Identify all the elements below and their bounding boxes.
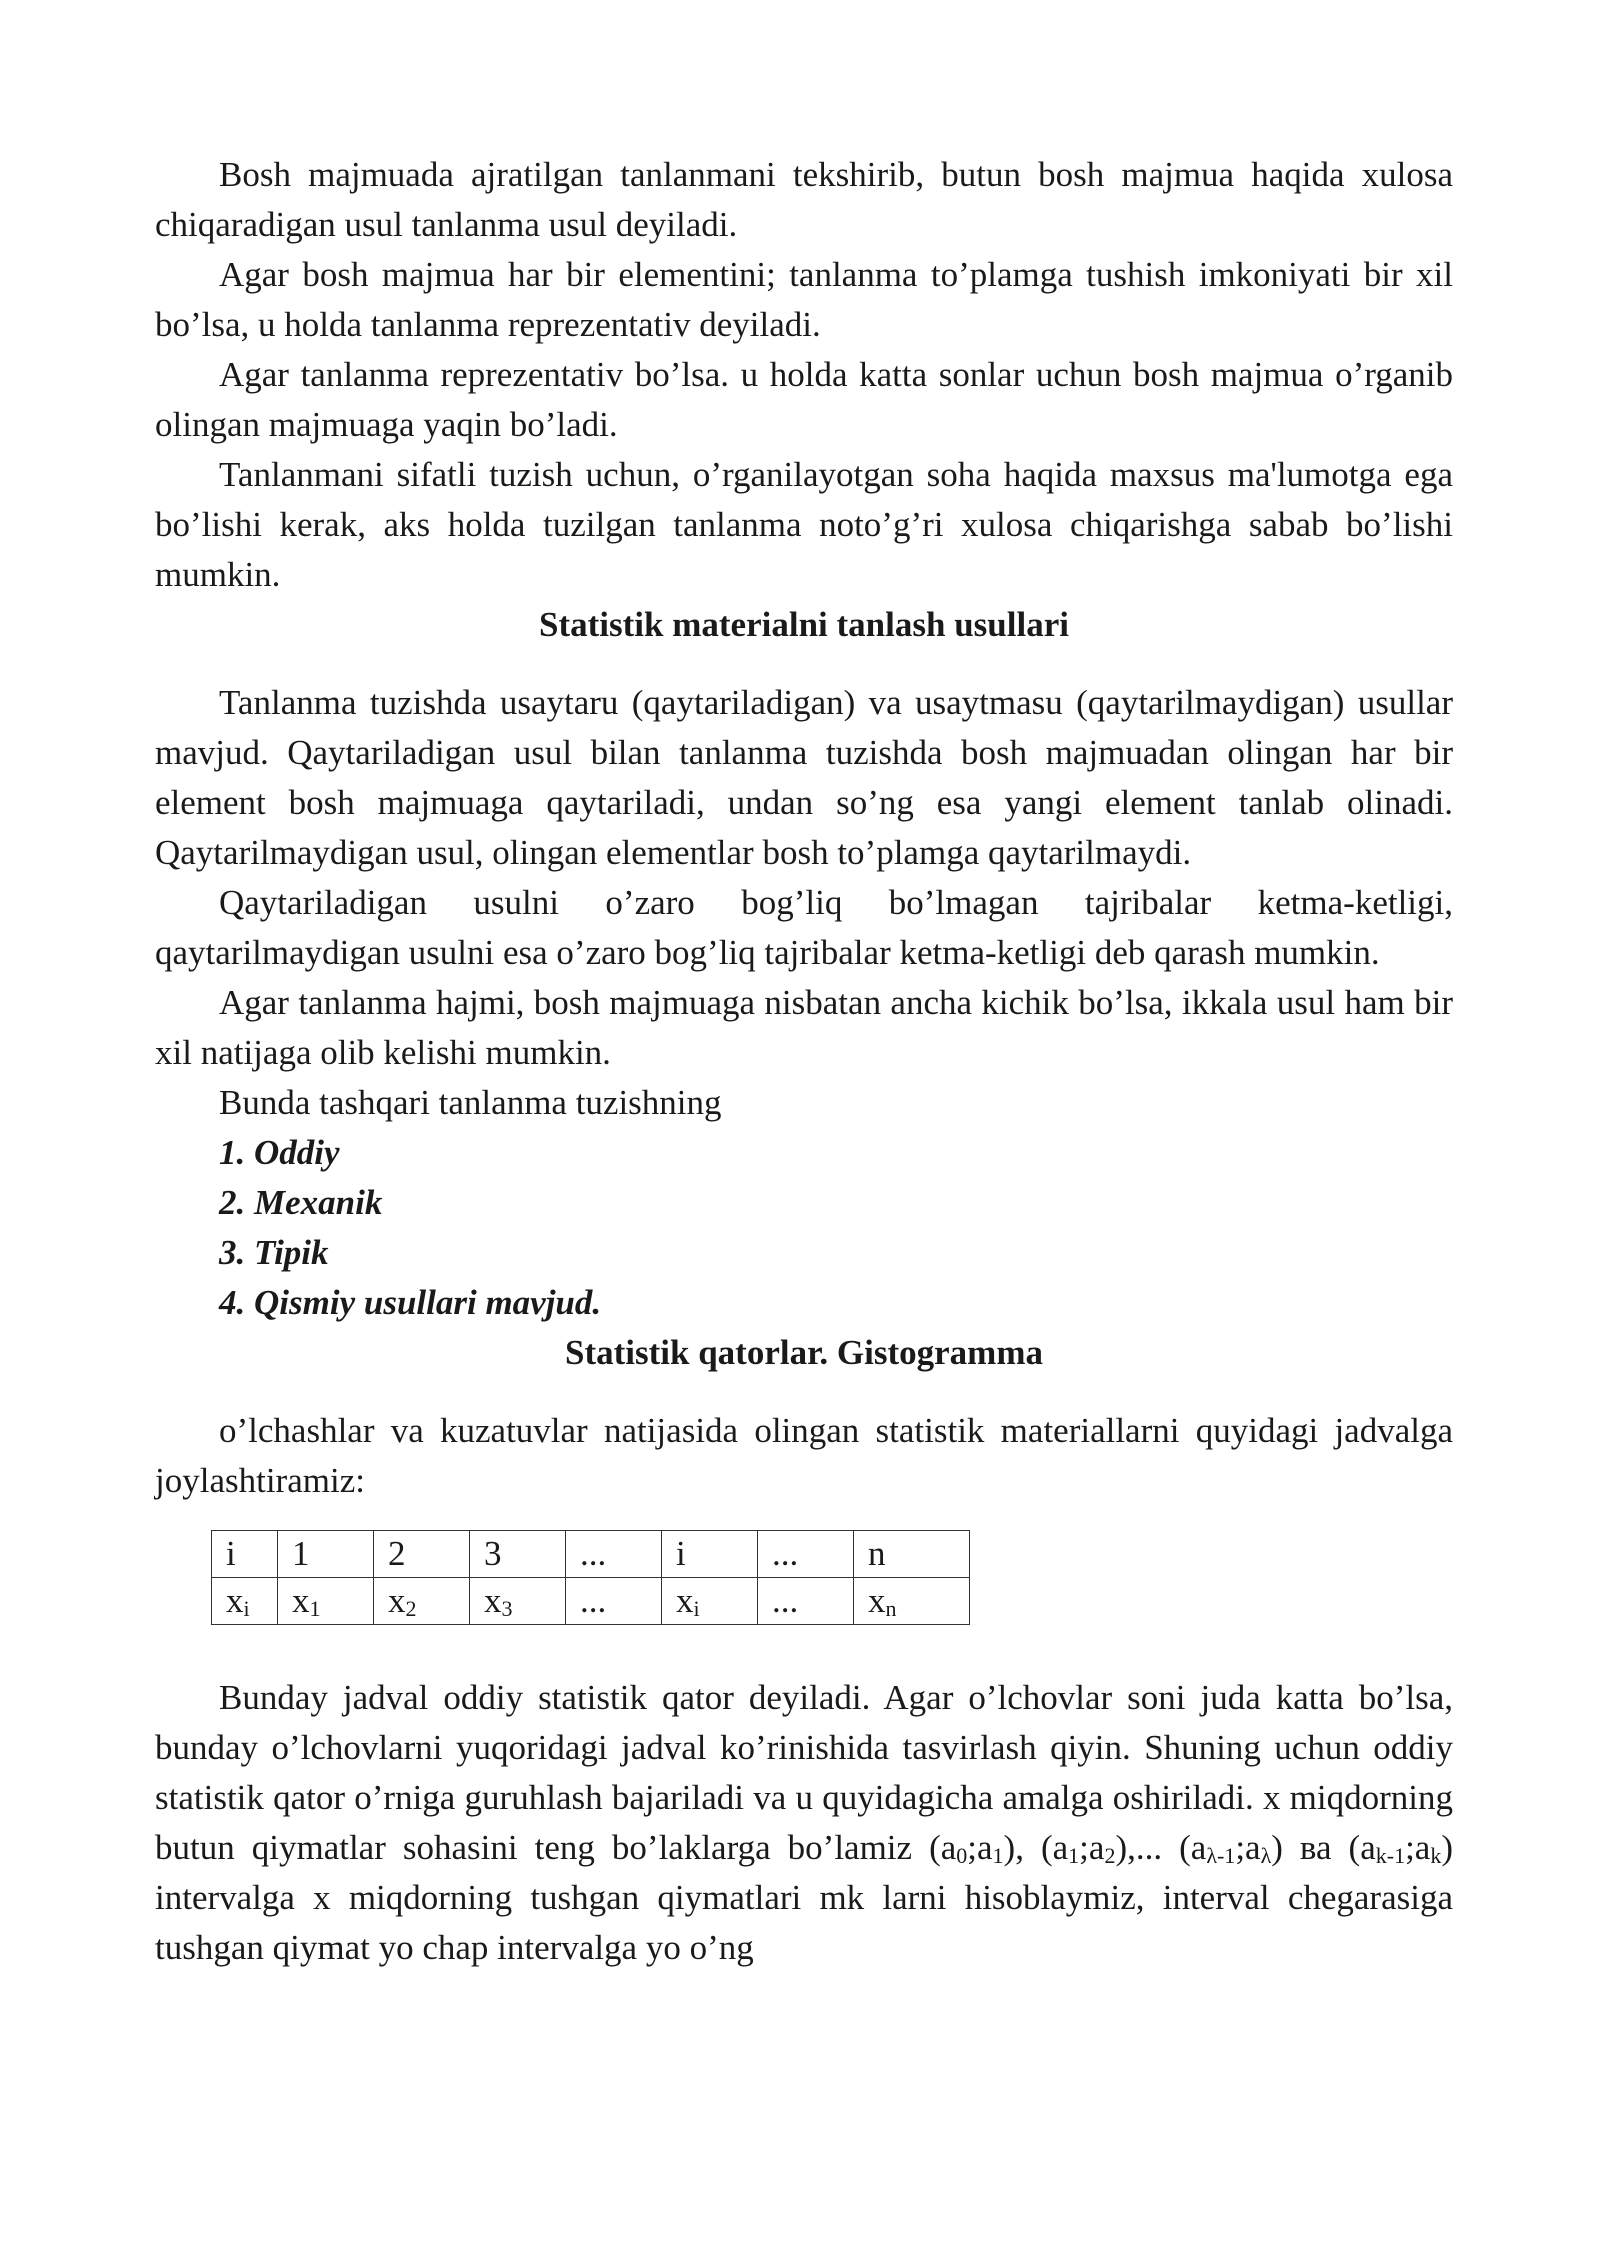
table-cell: 1 [278,1531,374,1578]
document-page [155,150,1453,1973]
table-cell: $x_3$ [470,1578,566,1625]
list-item: 3. Tipik [219,1233,329,1272]
table-row [212,1578,970,1625]
table-wrapper [155,1530,1453,1625]
section-heading: Statistik qatorlar. Gistogramma [565,1333,1043,1372]
table-cell: $x_1$ [278,1578,374,1625]
statistical-series-table [211,1530,970,1625]
paragraph-intervals: Bunday jadval oddiy statistik qator deyiladi. Agar o’lchovlar soni juda katta bo’lsa, bunday o’lchovlarni yuqoridagi jadval ko’rinishida tasvirlash qiyin. Shuning uchun oddiy statistik qator o’rniga guruhlash bajariladi va u quyidagicha amalga oshiriladi. x miqdorning butun qiymatlar sohasini teng bo’laklarga bo’lamiz $(a_0;a_1)$, $(a_1;a_2)$,... $(a_{\lambda-1};a_\lambda)$ ва $(a_{k-1};a_k)$ intervalga x miqdorning tushgan qiymatlari mk larni hisoblaymiz, interval chegarasiga tushgan qiymat yo chap intervalga yo o’ng [155,1678,1453,1967]
table-cell: i [662,1531,758,1578]
paragraph: Tanlanmani sifatli tuzish uchun, o’rganilayotgan soha haqida maxsus ma'lumotga ega bo’lishi kerak, aks holda tuzilgan tanlanma noto’g’ri xulosa chiqarishga sabab bo’lishi mumkin. [155,455,1453,594]
table-cell: $x_n$ [854,1578,970,1625]
table-cell: ... [566,1531,662,1578]
paragraph: Qaytariladigan usulni o’zaro bog’liq bo’lmagan tajribalar ketma-ketligi, qaytarilmaydigan usulni esa o’zaro bog’liq tajribalar ketma-ketligi deb qarash mumkin. [155,883,1453,972]
list-item: 2. Mexanik [219,1183,383,1222]
table-cell: n [854,1531,970,1578]
table-row [212,1531,970,1578]
table-cell: 2 [374,1531,470,1578]
table-cell: $x_i$ [662,1578,758,1625]
table-cell: ... [758,1578,854,1625]
table-cell: 3 [470,1531,566,1578]
paragraph: Agar tanlanma reprezentativ bo’lsa. u holda katta sonlar uchun bosh majmua o’rganib olingan majmuaga yaqin bo’ladi. [155,355,1453,444]
paragraph: Agar tanlanma hajmi, bosh majmuaga nisbatan ancha kichik bo’lsa, ikkala usul ham bir xil natijaga olib kelishi mumkin. [155,983,1453,1072]
paragraph: Tanlanma tuzishda usaytaru (qaytariladigan) va usaytmasu (qaytarilmaydigan) usullar mavjud. Qaytariladigan usul bilan tanlanma tuzishda bosh majmuadan olingan har bir element bosh majmuaga qaytariladi, undan so’ng esa yangi element tanlab olinadi. Qaytarilmaydigan usul, olingan elementlar bosh to’plamga qaytarilmaydi. [155,683,1453,872]
table-cell: $x_i$ [212,1578,278,1625]
table-cell: ... [758,1531,854,1578]
table-cell: ... [566,1578,662,1625]
paragraph: Bosh majmuada ajratilgan tanlanmani tekshirib, butun bosh majmua haqida xulosa chiqaradigan usul tanlanma usul deyiladi. [155,155,1453,244]
section-heading: Statistik materialni tanlash usullari [539,605,1069,644]
paragraph: o’lchashlar va kuzatuvlar natijasida olingan statistik materiallarni quyidagi jadvalga joylashtiramiz: [155,1411,1453,1500]
table-cell: i [212,1531,278,1578]
list-item: 1. Oddiy [219,1133,340,1172]
paragraph: Agar bosh majmua har bir elementini; tanlanma to’plamga tushish imkoniyati bir xil bo’lsa, u holda tanlanma reprezentativ deyiladi. [155,255,1453,344]
list-intro: Bunda tashqari tanlanma tuzishning [219,1083,722,1122]
list-item: 4. Qismiy usullari mavjud. [219,1283,602,1322]
table-cell: $x_2$ [374,1578,470,1625]
